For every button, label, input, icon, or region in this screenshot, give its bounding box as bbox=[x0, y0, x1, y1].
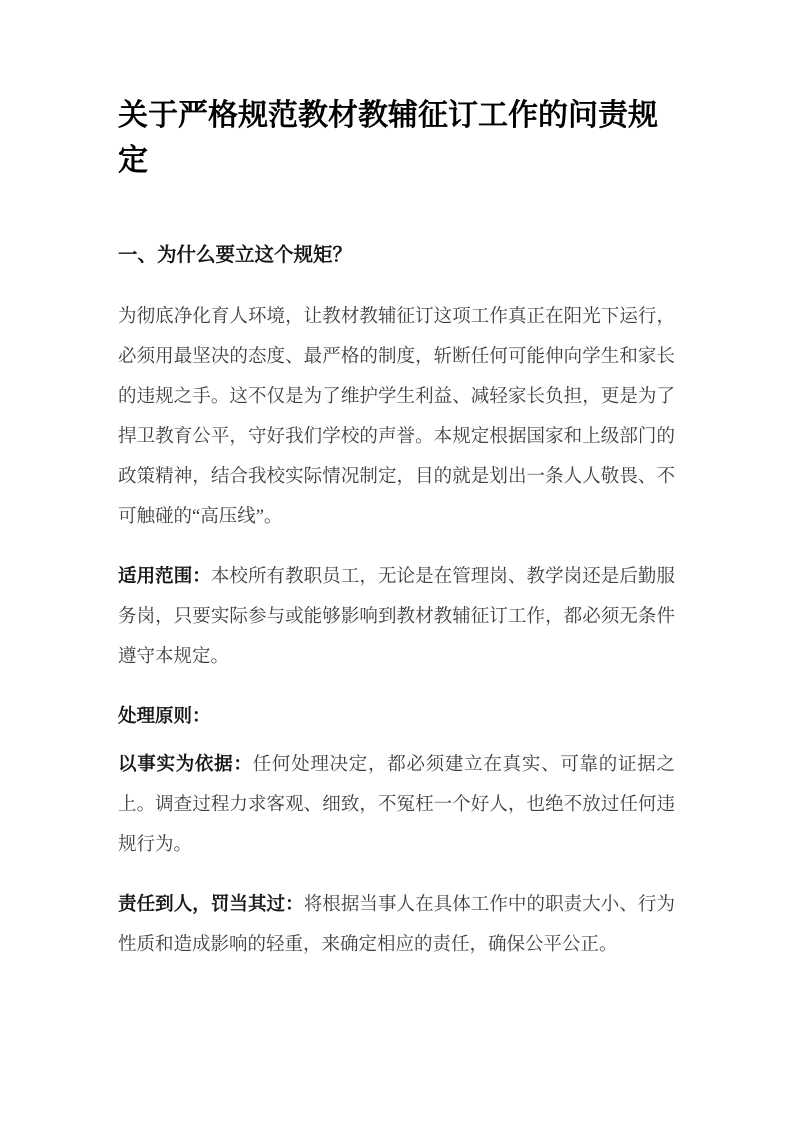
principle-paragraph-facts bbox=[118, 745, 675, 865]
principle-facts-label: 以事实为依据： bbox=[118, 755, 253, 775]
principle-paragraph-responsibility bbox=[118, 885, 675, 965]
principle-responsibility-label: 责任到人，罚当其过： bbox=[118, 895, 304, 915]
scope-paragraph bbox=[118, 557, 675, 677]
document-title: 关于严格规范教材教辅征订工作的问责规定 bbox=[118, 99, 658, 177]
intro-paragraph: 为彻底净化育人环境，让教材教辅征订这项工作真正在阳光下运行，必须用最坚决的态度、最严格的制度，斩断任何可能伸向学生和家长的违规之手。这不仅是为了维护学生利益、减轻家长负担，更是为了捍卫教育公平，守好我们学校的声誉。本规定根据国家和上级部门的政策精神，结合我校实际情况制定，目的就是划出一条人人敬畏、不可触碰的“高压线”。 bbox=[118, 307, 675, 527]
principles-heading: 处理原则： bbox=[118, 707, 211, 727]
scope-text: 本校所有教职员工，无论是在管理岗、教学岗还是后勤服务岗，只要实际参与或能够影响到教材教辅征订工作，都必须无条件遵守本规定。 bbox=[118, 567, 675, 667]
principle-facts-text: 任何处理决定，都必须建立在真实、可靠的证据之上。调查过程力求客观、细致，不冤枉一个好人，也绝不放过任何违规行为。 bbox=[118, 755, 675, 855]
scope-label: 适用范围： bbox=[118, 567, 211, 587]
principle-responsibility-text: 将根据当事人在具体工作中的职责大小、行为性质和造成影响的轻重，来确定相应的责任，确保公平公正。 bbox=[118, 895, 675, 955]
section-heading-why: 一、为什么要立这个规矩？ bbox=[118, 245, 353, 266]
